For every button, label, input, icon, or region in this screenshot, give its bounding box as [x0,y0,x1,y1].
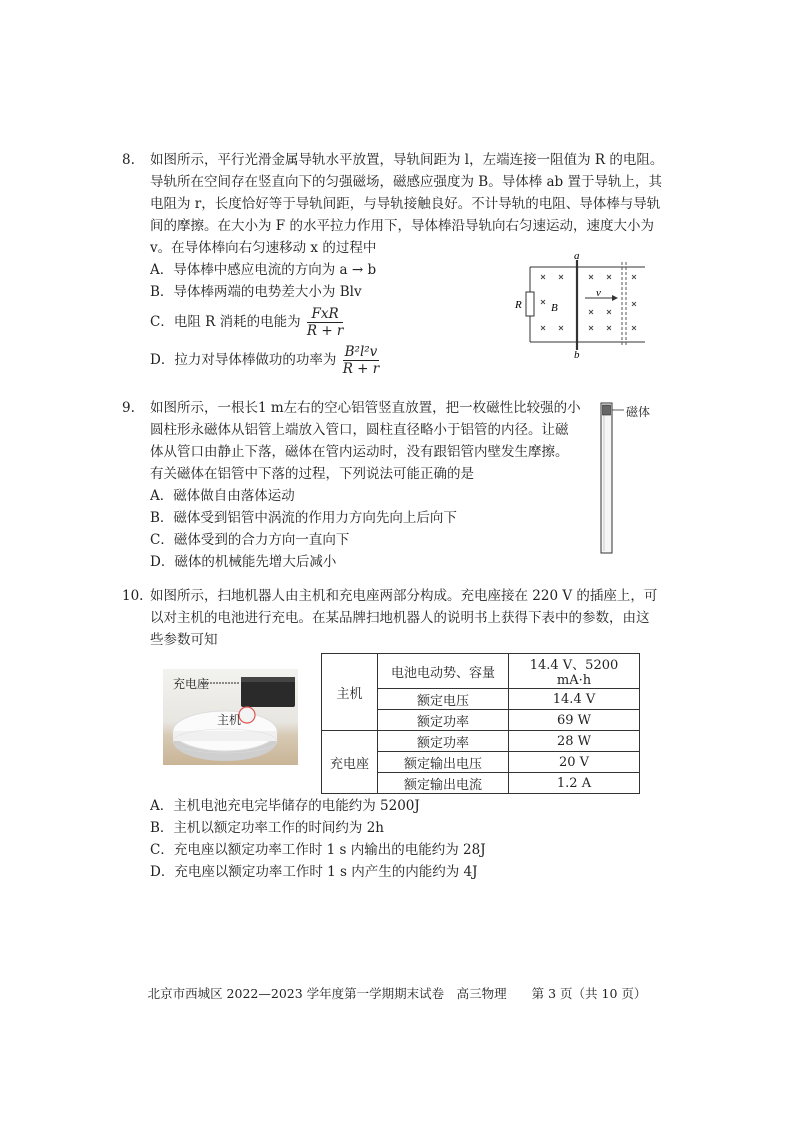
param-value: 14.4 V [509,689,640,710]
question-text-line: 电阻为 r，长度恰好等于导轨间距，与导轨接触良好。不计导轨的电阻、导体棒与导轨 [150,196,661,212]
option-a: A．磁体做自由落体运动 [150,488,295,504]
option-a: A．主机电池充电完毕储存的电能约为 5200J [150,798,420,814]
param-value: 1.2 A [509,773,640,794]
fraction [307,306,344,339]
param-name: 额定功率 [378,710,509,731]
option-c: C．充电座以额定功率工作时 1 s 内输出的电能约为 28J [150,842,486,858]
aluminum-tube-figure [596,400,666,560]
question-text-line: v。在导体棒向右匀速移动 x 的过程中 [150,240,377,256]
main-unit-label: 主机 [217,713,242,727]
param-name: 额定输出电流 [378,773,509,794]
option-d: D．磁体的机械能先增大后减小 [150,554,337,570]
question-text-line: 体从管口由静止下落，磁体在管内运动时，没有跟铝管内壁发生摩擦。 [150,444,569,460]
question-text-line: 以对主机的电池进行充电。在某品牌扫地机器人的说明书上获得下表中的参数，由这 [150,610,650,626]
question-text-line: 导轨所在空间存在竖直向下的匀强磁场，磁感应强度为 B。导体棒 ab 置于导轨上，其 [150,174,662,190]
question-text-line: 圆柱形永磁体从铝管上端放入管口，圆柱直径略小于铝管的内径。让磁 [150,422,569,438]
question-text-line: 如图所示，平行光滑金属导轨水平放置，导轨间距为 l，左端连接一阻值为 R 的电阻。 [150,152,664,168]
rail-circuit-diagram [510,250,650,360]
denominator: R + r [342,361,380,377]
question-number: 8. [122,152,135,168]
question-text-line: 些参数可知 [150,632,218,648]
question-text-line: 有关磁体在铝管中下落的过程，下列说法可能正确的是 [150,466,474,482]
fraction [343,344,380,377]
param-name: 额定功率 [378,731,509,752]
option-d-text: D．拉力对导体棒做功的功率为 [150,352,337,368]
question-text-line: 间的摩擦。在大小为 F 的水平拉力作用下，导体棒沿导轨向右匀速运动，速度大小为 [150,218,654,234]
option-c: C．磁体受到的合力方向一直向下 [150,532,350,548]
question-number: 10. [122,588,144,604]
option-a: A．导体棒中感应电流的方向为 a → b [150,262,377,278]
group-label-dock: 充电座 [322,731,378,794]
option-d: D．充电座以额定功率工作时 1 s 内产生的内能约为 4J [150,864,478,880]
param-value: 20 V [509,752,640,773]
param-value: 14.4 V、5200 mA·h [509,654,640,689]
param-value: 69 W [509,710,640,731]
numerator: B²l²v [344,344,378,360]
label-b-field: B [551,302,558,314]
group-label-main: 主机 [322,654,378,731]
question-text-line: 如图所示，一根长1 m左右的空心铝管竖直放置，把一枚磁性比较强的小 [150,400,581,416]
numerator: FxR [307,306,344,323]
option-d [150,344,379,377]
param-name: 额定电压 [378,689,509,710]
denominator: R + r [306,323,344,339]
param-name: 额定输出电压 [378,752,509,773]
spec-table [321,653,640,794]
option-b: B．导体棒两端的电势差大小为 Blv [150,284,362,300]
page-footer: 北京市西城区 2022—2023 学年度第一学期期末试卷 高三物理 第 3 页（共 10 页） [147,986,647,1001]
param-name: 电池电动势、容量 [378,654,509,689]
option-c [150,306,343,339]
option-c-text: C．电阻 R 消耗的电能为 [150,314,301,330]
param-value: 28 W [509,731,640,752]
magnet-label: 磁体 [626,405,651,419]
table-row [322,654,640,689]
option-b: B．主机以额定功率工作的时间约为 2h [150,820,384,836]
label-r: R [515,299,522,311]
dock-label: 充电座 [173,677,210,691]
label-b: b [574,349,580,360]
label-a: a [574,250,580,262]
option-b: B．磁体受到铝管中涡流的作用力方向先向上后向下 [150,510,457,526]
table-row [322,731,640,752]
question-number: 9. [122,400,135,416]
label-v: v [596,287,601,299]
question-text-line: 如图所示，扫地机器人由主机和充电座两部分构成。充电座接在 220 V 的插座上，可 [150,588,658,604]
